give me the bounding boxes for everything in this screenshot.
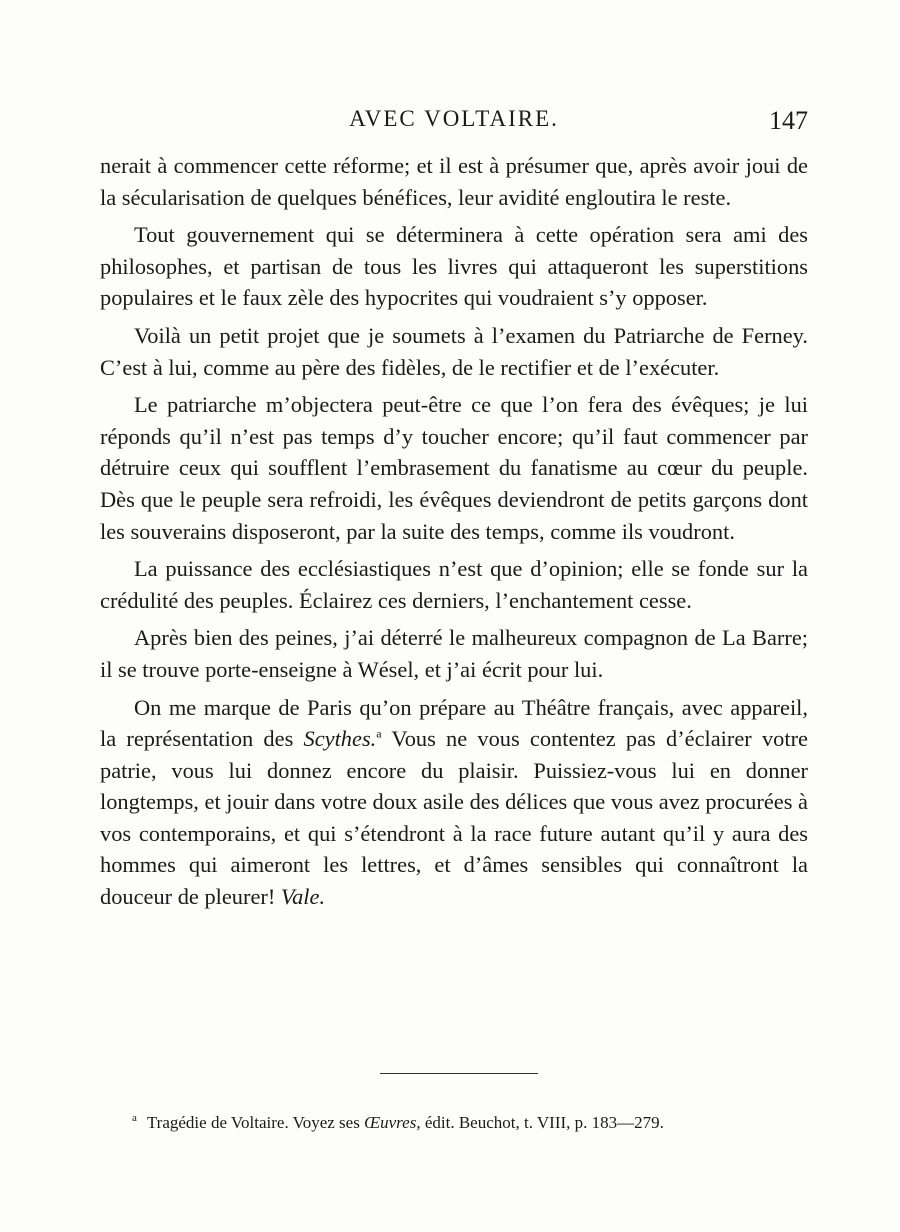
footnote-mark: a	[132, 1112, 137, 1125]
running-head	[100, 106, 808, 140]
footnote-work-title: Œuvres,	[364, 1113, 421, 1132]
paragraph: Le patriarche m’objectera peut-être ce que l’on fera des évêques; je lui réponds qu’il n’est pas temps d’y toucher encore; qu’il faut commencer par détruire ceux qui soufflent l’embrasement du fanatisme au cœur du peuple. Dès que le peuple sera refroidi, les évêques deviendront de petits garçons dont les souverains disposeront, par la suite des temps, comme ils voudront.	[100, 392, 808, 544]
paragraph: Tout gouvernement qui se déterminera à cette opération sera ami des philosophes, et partisan de tous les livres qui attaqueront les superstitions populaires et le faux zèle des hypocrites qui voudraient s’y opposer.	[100, 222, 808, 311]
paragraph-text: On me marque de Paris qu’on prépare au Théâtre français, avec appareil, la représentation des	[100, 694, 808, 752]
paragraph: Voilà un petit projet que je soumets à l’examen du Patriarche de Ferney. C’est à lui, comme au père des fidèles, de le rectifier et de l’exécuter.	[100, 322, 808, 380]
paragraph: La puissance des ecclésiastiques n’est que d’opinion; elle se fonde sur la crédulité des peuples. Éclairez ces derniers, l’enchantement cesse.	[100, 556, 808, 613]
page-number: 147	[769, 106, 808, 135]
body-text	[100, 150, 808, 919]
paragraph-text: Vous ne vous contentez pas d’éclairer votre patrie, vous lui donnez encore du plaisir. Puissiez-vous lui en donner longtemps, et jouir dans votre doux asile des délices que vous avez procurées à vos contemporains, et qui s’étendront à la race future autant qu’il y aura des hommes qui aimeront les lettres, et d’âmes sensibles qui connaîtront la douceur de pleurer!	[100, 726, 808, 910]
footnote-text: Tragédie de Voltaire. Voyez ses	[146, 1113, 365, 1132]
closing-salutation: Vale.	[280, 884, 326, 910]
footnote-divider	[380, 1073, 538, 1074]
play-title: Scythes.	[303, 726, 377, 752]
paragraph-continuation: nerait à commencer cette réforme; et il est à présumer que, après avoir joui de la sécularisation de quelques bénéfices, leur avidité engloutira le reste.	[100, 153, 808, 210]
footnote	[132, 1112, 812, 1134]
paragraph-final	[100, 692, 808, 913]
paragraph: Après bien des peines, j’ai déterré le malheureux compagnon de La Barre; il se trouve porte-enseigne à Wésel, et j’ai écrit pour lui.	[100, 625, 808, 682]
running-title: AVEC VOLTAIRE.	[349, 106, 559, 131]
footnote-reference: a	[376, 726, 382, 741]
footnote-text: édit. Beuchot, t. VIII, p. 183—279.	[420, 1113, 664, 1132]
